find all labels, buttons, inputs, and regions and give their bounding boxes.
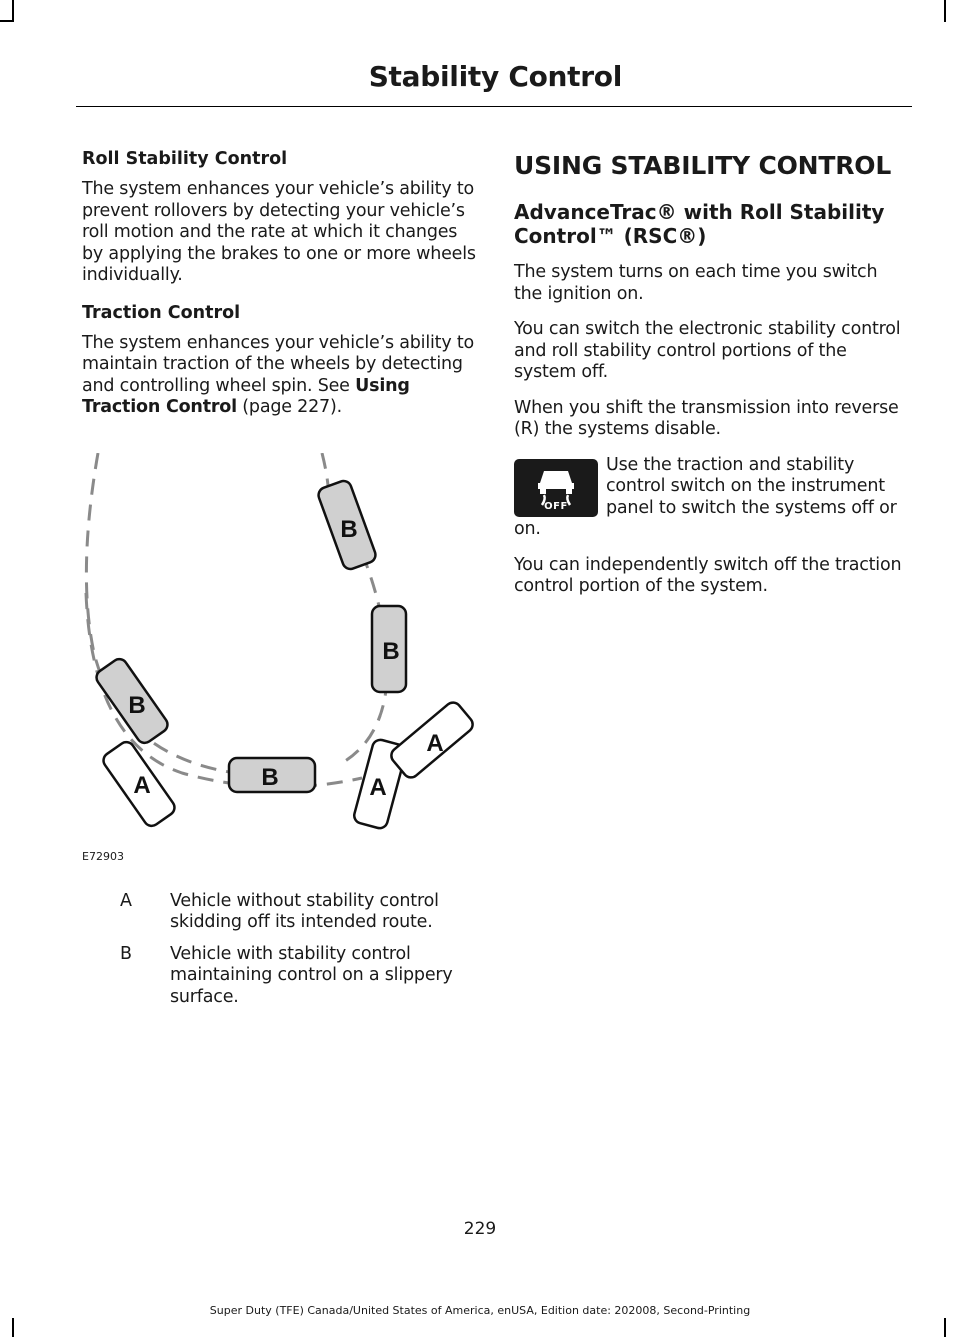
label-b-left: B [128, 691, 146, 719]
left-column [82, 147, 478, 1018]
crop-mark-top-right [944, 0, 946, 22]
paragraph-switch-instruction: Use the traction and stability control switch on the instrument panel to switch the systems off or on. [514, 454, 897, 539]
section-subheading: AdvanceTrac® with Roll Stability Control™ (RSC®) [514, 200, 885, 248]
traction-body-page-ref: (page 227). [236, 397, 342, 417]
legend-row [82, 944, 478, 1009]
path-outer-left [86, 453, 252, 775]
footer-edition: Super Duty (TFE) Canada/United States of America, enUSA, Edition date: 202008, Second-Printing [209, 1304, 751, 1317]
diagram-legend [82, 891, 478, 1009]
right-column [514, 147, 910, 612]
traction-control-off-icon [514, 459, 598, 517]
stability-diagram-svg [82, 453, 482, 863]
paragraph-ignition: The system turns on each time you switch the ignition on. [514, 262, 878, 304]
roll-stability-heading: Roll Stability Control [82, 149, 288, 169]
stability-diagram [82, 453, 482, 863]
header-divider [76, 106, 912, 107]
paragraph-switch-off: You can switch the electronic stability control and roll stability control portions of the system off. [514, 319, 901, 382]
crop-mark-bottom-right [944, 1318, 946, 1337]
switch-paragraph [514, 455, 910, 541]
traction-control-heading: Traction Control [82, 302, 241, 323]
label-a-right: A [426, 729, 444, 757]
crop-mark-bottom-left [12, 1318, 14, 1337]
legend-text: Vehicle with stability control maintaining control on a slippery surface. [170, 943, 453, 1007]
legend-text: Vehicle without stability control skidding off its intended route. [170, 890, 439, 932]
roll-stability-body: The system enhances your vehicle’s ability to prevent rollovers by detecting your vehicle’s roll motion and the rate at which it changes by applying the brakes to one or more wheels individually. [82, 179, 476, 285]
page-number: 229 [463, 1219, 497, 1239]
label-a-left: A [133, 771, 151, 799]
legend-key: B [120, 943, 133, 964]
traction-control-body [82, 333, 478, 419]
label-b-right: B [382, 637, 400, 665]
paragraph-independent: You can independently switch off the traction control portion of the system. [514, 554, 902, 596]
page-title: Stability Control [368, 60, 622, 93]
legend-row [82, 891, 478, 934]
using-traction-control-link[interactable]: Using Traction Control [82, 375, 410, 417]
traction-body-text: The system enhances your vehicle’s ability to maintain traction of the wheels by detecting and controlling wheel spin. See [82, 332, 475, 396]
label-b-bottom: B [261, 763, 279, 791]
figure-id: E72903 [82, 849, 124, 863]
label-a-bottom-right: A [369, 773, 387, 801]
crop-mark-top-left [12, 0, 14, 22]
crop-mark-top-left-h [0, 20, 14, 22]
icon-off-label: OFF [544, 500, 568, 512]
label-b-top: B [340, 515, 358, 543]
section-heading: USING STABILITY CONTROL [514, 151, 892, 180]
paragraph-reverse: When you shift the transmission into reverse (R) the systems disable. [514, 397, 899, 439]
legend-key: A [120, 890, 132, 911]
